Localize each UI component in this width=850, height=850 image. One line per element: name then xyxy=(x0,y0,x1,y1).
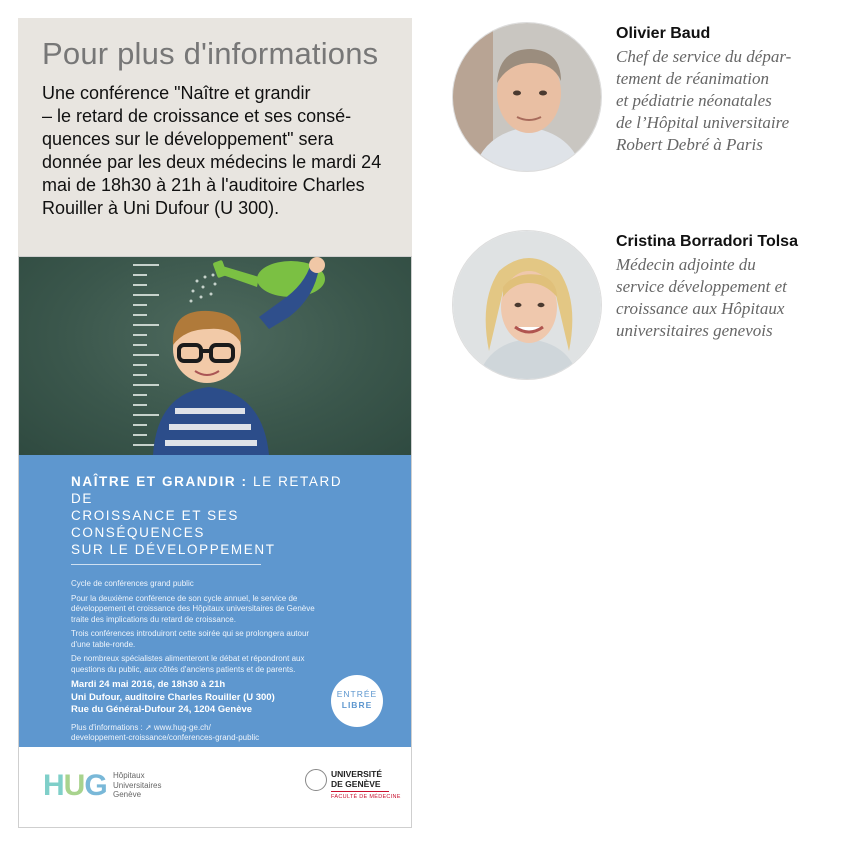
person-name: Olivier Baud xyxy=(616,25,711,42)
unige-seal-icon xyxy=(305,769,327,791)
poster-text-line: questions du public, aux côtés d'anciens patients et de parents. xyxy=(71,664,296,674)
unige-name: UNIVERSITÉ DE GENÈVE xyxy=(331,769,383,789)
unige-rule xyxy=(331,791,389,792)
poster-address: Rue du Général-Dufour 24, 1204 Genève xyxy=(71,704,253,715)
poster-text-line: Trois conférences introduiront cette soirée qui se prolongera autour xyxy=(71,629,310,638)
poster-heading-line3: SUR LE DÉVELOPPEMENT xyxy=(71,542,276,557)
poster-text-line: De nombreux spécialistes alimenteront le débat et répondront aux xyxy=(71,654,305,663)
avatar-olivier-baud xyxy=(452,22,602,172)
role-line: Robert Debré à Paris xyxy=(616,135,763,154)
info-title: Pour plus d'informations xyxy=(42,36,379,71)
role-line: de l’Hôpital universitaire xyxy=(616,113,790,132)
poster-divider xyxy=(71,564,261,565)
badge-line-1: ENTRÉE xyxy=(336,689,378,699)
poster-more-line: Plus d'informations : ➚ www.hug-ge.ch/ xyxy=(71,722,211,732)
poster-date: Mardi 24 mai 2016, de 18h30 à 21h xyxy=(71,679,226,690)
poster-more-link: developpement-croissance/conferences-grand-public xyxy=(71,733,260,742)
poster-photo xyxy=(19,257,412,455)
hug-logo: HUG xyxy=(43,769,107,802)
poster-paragraph-1 xyxy=(71,594,369,626)
poster-place: Uni Dufour, auditoire Charles Rouiller (U 300) xyxy=(71,691,275,703)
info-line: donnée par les deux médecins le mardi 24 xyxy=(42,152,382,172)
free-entry-badge xyxy=(331,675,383,727)
unige-faculty: FACULTÉ DE MÉDECINE xyxy=(331,794,401,800)
info-line: Rouiller à Uni Dufour (U 300). xyxy=(42,198,280,218)
conference-poster xyxy=(18,256,412,828)
person-role xyxy=(616,46,791,156)
poster-paragraph-3 xyxy=(71,654,369,675)
person-name: Cristina Borradori Tolsa xyxy=(616,233,798,250)
poster-heading xyxy=(71,473,369,558)
poster-text-line: Pour la deuxième conférence de son cycle annuel, le service de xyxy=(71,593,298,603)
poster-heading-line2: CROISSANCE ET SES CONSÉQUENCES xyxy=(71,508,239,540)
info-box xyxy=(18,18,412,256)
role-line: croissance aux Hôpitaux xyxy=(616,299,785,318)
badge-line-2: LIBRE xyxy=(341,700,373,710)
portrait-illustration xyxy=(453,23,602,172)
info-text xyxy=(42,82,388,220)
poster-heading-bold: NAÎTRE ET GRANDIR : xyxy=(71,474,248,489)
role-line: universitaires genevois xyxy=(616,321,773,340)
person-role xyxy=(616,254,787,342)
role-line: Médecin adjointe du xyxy=(616,255,756,274)
info-line: mai de 18h30 à 21h à l'auditoire Charles xyxy=(42,175,365,195)
info-line: Une conférence "Naître et grandir xyxy=(42,83,311,103)
role-line: Chef de service du dépar- xyxy=(616,47,792,66)
role-line: tement de réanimation xyxy=(616,69,769,88)
role-line: service développement et xyxy=(616,277,787,296)
hug-name: Hôpitaux Universitaires Genève xyxy=(113,771,162,799)
portrait-illustration xyxy=(453,231,602,380)
poster-text-line: d'une table-ronde. xyxy=(71,639,136,649)
child-illustration xyxy=(19,257,412,455)
poster-text-line: traite des implications du retard de croissance. xyxy=(71,614,236,624)
role-line: et pédiatrie néonatales xyxy=(616,91,772,110)
poster-event-details xyxy=(71,679,369,717)
info-line: quences sur le développement" sera xyxy=(42,129,334,149)
poster-text-line: développement et croissance des Hôpitaux universitaires de Genève xyxy=(71,604,315,613)
poster-logos xyxy=(19,747,412,828)
poster-paragraph-2 xyxy=(71,629,369,650)
poster-cycle: Cycle de conférences grand public xyxy=(71,579,194,588)
info-line: – le retard de croissance et ses consé- xyxy=(42,106,352,126)
avatar-cristina-borradori-tolsa xyxy=(452,230,602,380)
poster-heading-rest: LE RETARD DE xyxy=(71,474,343,506)
poster-more-info xyxy=(71,723,369,744)
